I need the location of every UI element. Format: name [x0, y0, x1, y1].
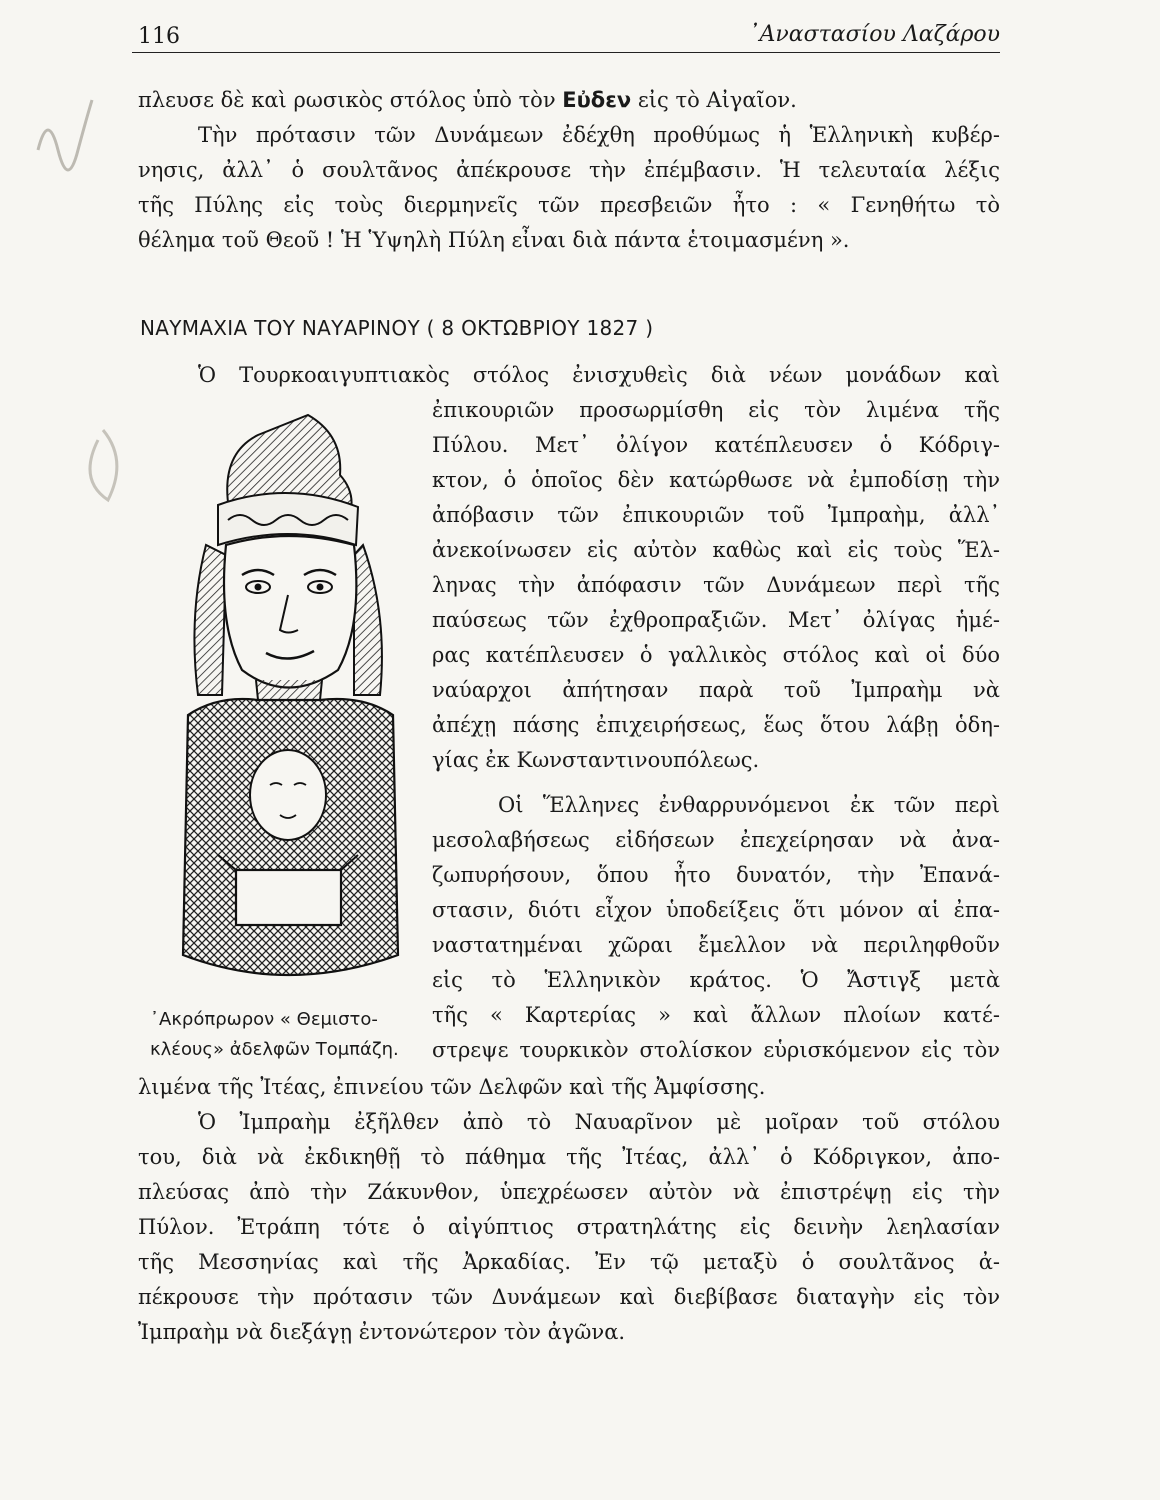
text-line: Πύλου. Μετ᾿ ὀλίγον κατέπλευσεν ὁ Κόδριγ-	[432, 433, 1000, 457]
text-line: Ὁ Τουρκοαιγυπτιακὸς στόλος ἐνισχυθεὶς διὰ νέων μονάδων καὶ	[198, 363, 1000, 387]
text-line: στασιν, διότι εἶχον ὑποδείξεις ὅτι μόνον αἱ ἐπα-	[432, 898, 1000, 922]
text-line: ληνας τὴν ἀπόφασιν τῶν Δυνάμεων περὶ τῆς	[432, 573, 1000, 597]
text-line: νησις, ἀλλ᾿ ὁ σουλτᾶνος ἀπέκρουσε τὴν ἐπέμβασιν. Ἡ τελευταία λέξις	[138, 158, 1000, 182]
text-line: ναύαρχοι ἀπήτησαν παρὰ τοῦ Ἰμπραὴμ νὰ	[432, 678, 1000, 702]
text-line: εἰς τὸ Ἑλληνικὸν κράτος. Ὁ Ἄστιγξ μετὰ	[432, 968, 1000, 992]
text-line: ἐπικουριῶν προσωρμίσθη εἰς τὸν λιμένα τῆς	[432, 398, 1000, 422]
figure-caption: κλέους» ἀδελφῶν Τομπάζη.	[150, 1039, 399, 1060]
text-line: παύσεως τῶν ἐχθροπραξιῶν. Μετ᾿ ὀλίγας ἡμέ-	[432, 608, 1000, 632]
figure-caption: ᾿Ακρόπρωρον « Θεμιστο-	[150, 1009, 378, 1030]
text-line: στρεψε τουρκικὸν στολίσκον εὑρισκόμενον εἰς τὸν	[432, 1038, 1000, 1062]
text-line: ἀνεκοίνωσεν εἰς αὐτὸν καθὼς καὶ εἰς τοὺς Ἕλ-	[432, 538, 1000, 562]
text-line: ναστατημέναι χῶραι ἔμελλον νὰ περιληφθοῦν	[432, 933, 1000, 957]
page-header	[132, 18, 1000, 53]
text-line: θέλημα τοῦ Θεοῦ ! Ἡ Ὑψηλὴ Πύλη εἶναι διὰ πάντα ἑτοιμασμένη ».	[138, 228, 850, 252]
text-line: του, διὰ νὰ ἐκδικηθῇ τὸ πάθημα τῆς Ἰτέας, ἀλλ᾿ ὁ Κόδριγκον, ἀπο-	[138, 1145, 1000, 1169]
text-line: Τὴν πρότασιν τῶν Δυνάμεων ἐδέχθη προθύμως ἡ Ἑλληνικὴ κυβέρ-	[198, 123, 1000, 147]
text-line: Οἱ Ἕλληνες ἐνθαρρυνόμενοι ἐκ τῶν περὶ	[498, 793, 1000, 817]
text-line: ρας κατέπλευσεν ὁ γαλλικὸς στόλος καὶ οἱ δύο	[432, 643, 1000, 667]
running-title: ᾿Αναστασίου Λαζάρου	[748, 22, 1000, 47]
text-line: ζωπυρήσουν, ὅπου ἦτο δυνατόν, τὴν Ἐπανά-	[432, 863, 1000, 887]
text-line: τῆς Μεσσηνίας καὶ τῆς Ἀρκαδίας. Ἐν τῷ μεταξὺ ὁ σουλτᾶνος ἀ-	[138, 1250, 1000, 1274]
page-number: 116	[138, 24, 180, 49]
section-title: ΝΑΥΜΑΧΙΑ ΤΟΥ ΝΑΥΑΡΙΝΟΥ ( 8 ΟΚΤΩΒΡΙΟΥ 1827 )	[140, 316, 654, 340]
text-line: Πύλον. Ἐτράπη τότε ὁ αἰγύπτιος στρατηλάτης εἰς δεινὴν λεηλασίαν	[138, 1215, 1000, 1239]
text-line: γίας ἐκ Κωνσταντινουπόλεως.	[432, 748, 760, 772]
text-line: πλεύσας ἀπὸ τὴν Ζάκυνθον, ὑπεχρέωσεν αὐτὸν νὰ ἐπιστρέψῃ εἰς τὴν	[138, 1180, 1000, 1204]
text-line: Ὁ Ἰμπραὴμ ἐξῆλθεν ἀπὸ τὸ Ναυαρῖνον μὲ μοῖραν τοῦ στόλου	[198, 1110, 1000, 1134]
text-line: κτον, ὁ ὁποῖος δὲν κατώρθωσε νὰ ἐμποδίσῃ τὴν	[432, 468, 1000, 492]
text-line: πλευσε δὲ καὶ ρωσικὸς στόλος ὑπὸ τὸν Εὐδεν εἰς τὸ Αἰγαῖον.	[138, 88, 797, 112]
text-line: ἀπόβασιν τῶν ἐπικουριῶν τοῦ Ἰμπραὴμ, ἀλλ᾿	[432, 503, 1000, 527]
pencil-annotation-mark	[28, 80, 138, 520]
text-line: ἀπέχῃ πάσης ἐπιχειρήσεως, ἕως ὅτου λάβῃ ὁδη-	[432, 713, 1000, 737]
figurehead-illustration	[158, 395, 420, 1000]
text-line: πέκρουσε τὴν πρότασιν τῶν Δυνάμεων καὶ διεβίβασε διαταγὴν εἰς τὸν	[138, 1285, 1000, 1309]
text-line: τῆς « Καρτερίας » καὶ ἄλλων πλοίων κατέ-	[432, 1003, 1000, 1027]
text-line: Ἰμπραὴμ νὰ διεξάγῃ ἐντονώτερον τὸν ἀγῶνα.	[138, 1320, 626, 1344]
text-line: λιμένα τῆς Ἰτέας, ἐπινείου τῶν Δελφῶν καὶ τῆς Ἀμφίσσης.	[138, 1075, 766, 1099]
bold-name: Εὐδεν	[562, 88, 632, 112]
text-line: τῆς Πύλης εἰς τοὺς διερμηνεῖς τῶν πρεσβειῶν ἦτο : « Γενηθήτω τὸ	[138, 193, 1000, 217]
text-line: μεσολαβήσεως εἰδήσεων ἐπεχείρησαν νὰ ἀνα-	[432, 828, 1000, 852]
